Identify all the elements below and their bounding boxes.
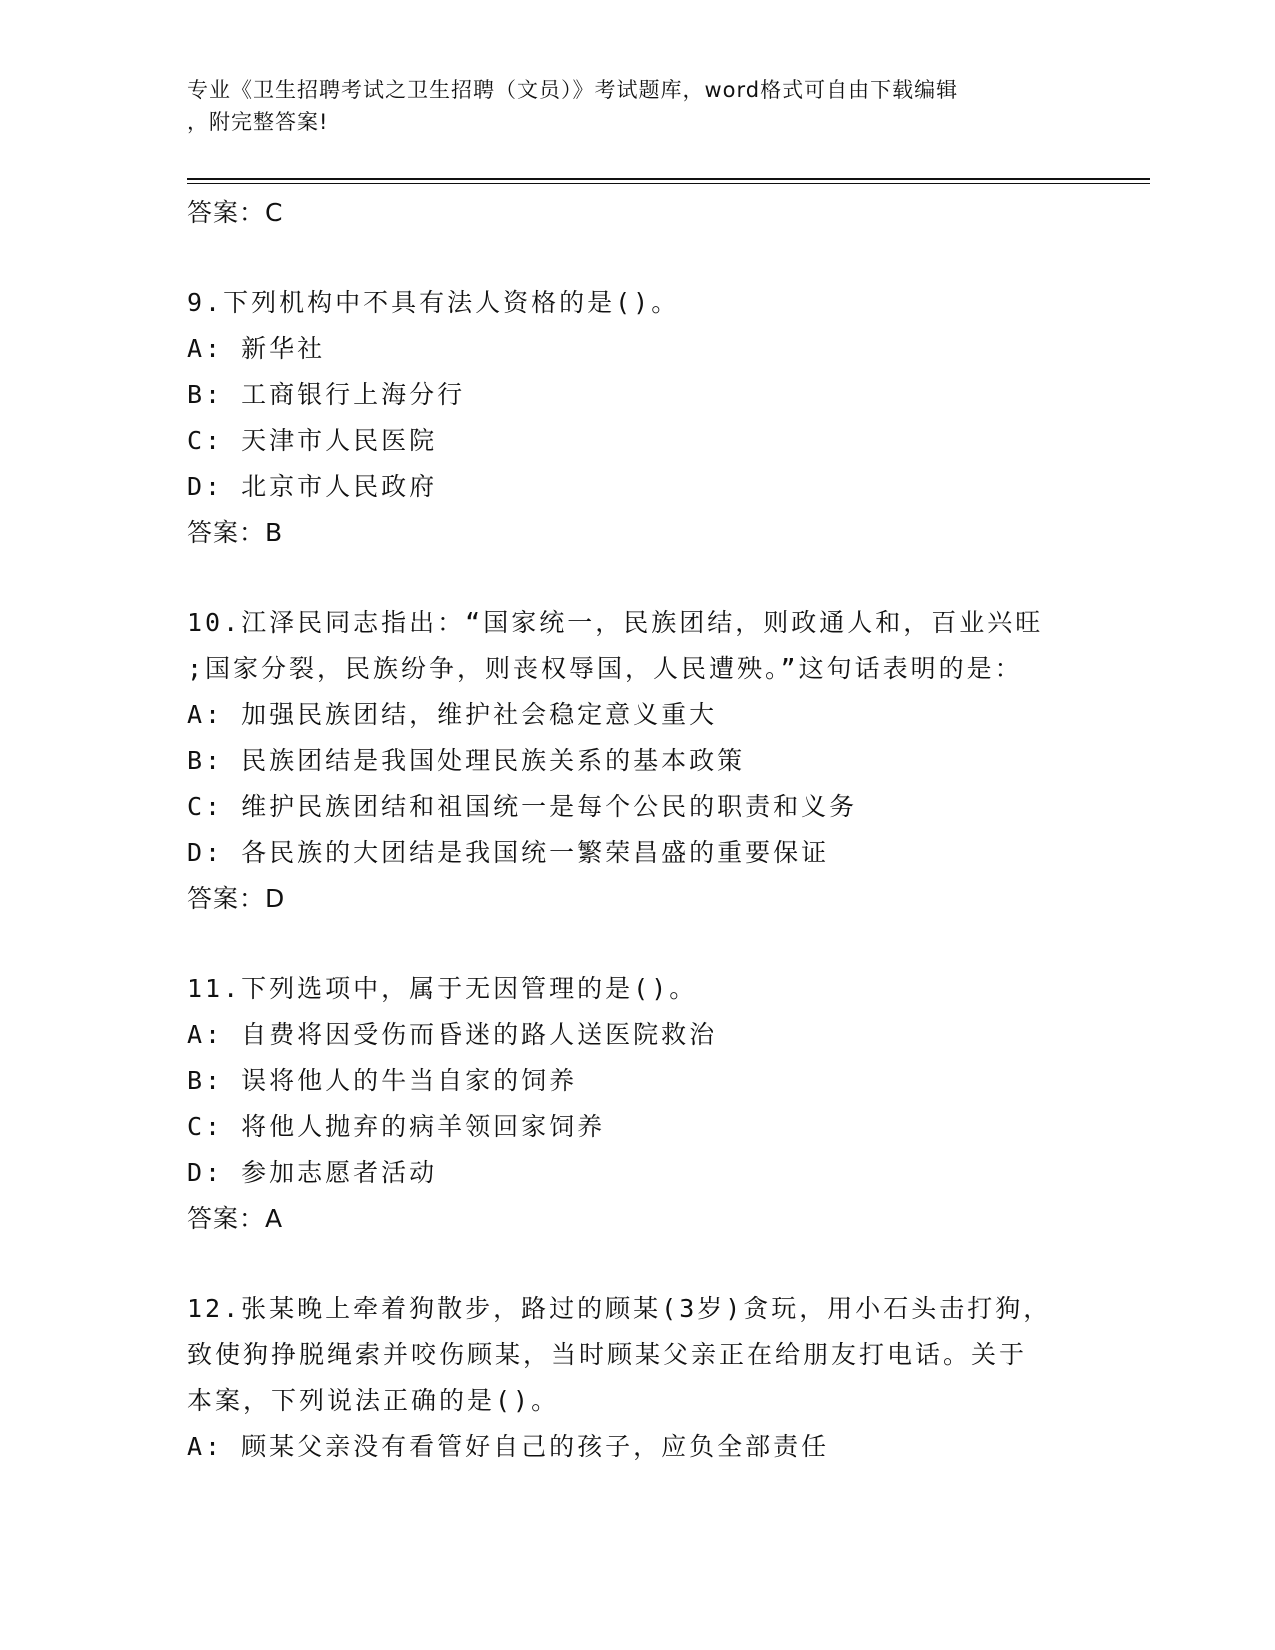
answer-line: 答案：D — [187, 884, 286, 913]
header-divider-thick — [187, 178, 1150, 180]
option-c: C: 维护民族团结和祖国统一是每个公民的职责和义务 — [187, 792, 858, 821]
answer-line: 答案：A — [187, 1204, 284, 1233]
option-c: C: 天津市人民医院 — [187, 426, 438, 455]
question-text: 11.下列选项中，属于无因管理的是()。 — [187, 974, 698, 1003]
header-divider-thin — [187, 183, 1150, 184]
option-a: A: 顾某父亲没有看管好自己的孩子，应负全部责任 — [187, 1432, 830, 1461]
option-d: D: 北京市人民政府 — [187, 472, 438, 501]
option-b: B: 误将他人的牛当自家的饲养 — [187, 1066, 578, 1095]
question-text: 本案，下列说法正确的是()。 — [187, 1386, 560, 1415]
option-d: D: 参加志愿者活动 — [187, 1158, 438, 1187]
option-d: D: 各民族的大团结是我国统一繁荣昌盛的重要保证 — [187, 838, 830, 867]
document-header — [187, 74, 1067, 138]
question-text: ;国家分裂，民族纷争，则丧权辱国，人民遭殃。”这句话表明的是： — [187, 654, 1023, 683]
spacer — [187, 1242, 1087, 1286]
question-10 — [187, 600, 1087, 922]
question-list — [187, 190, 1087, 1470]
option-b: B: 民族团结是我国处理民族关系的基本政策 — [187, 746, 746, 775]
question-11 — [187, 966, 1087, 1242]
question-text: 致使狗挣脱绳索并咬伤顾某，当时顾某父亲正在给朋友打电话。关于 — [187, 1340, 1028, 1369]
question-text: 9.下列机构中不具有法人资格的是()。 — [187, 288, 680, 317]
header-line-2: ，附完整答案! — [187, 110, 329, 134]
question-text: 10.江泽民同志指出：“国家统一，民族团结，则政通人和，百业兴旺 — [187, 608, 1044, 637]
spacer — [187, 556, 1087, 600]
header-line-1: 专业《卫生招聘考试之卫生招聘（文员）》考试题库，word格式可自由下载编辑 — [187, 78, 959, 102]
answer-line: 答案：B — [187, 518, 284, 547]
question-text: 12.张某晚上牵着狗散步，路过的顾某(3岁)贪玩，用小石头击打狗， — [187, 1294, 1052, 1323]
spacer — [187, 922, 1087, 966]
answer-line: 答案：C — [187, 198, 284, 227]
option-a: A: 自费将因受伤而昏迷的路人送医院救治 — [187, 1020, 718, 1049]
option-c: C: 将他人抛弃的病羊领回家饲养 — [187, 1112, 606, 1141]
option-b: B: 工商银行上海分行 — [187, 380, 466, 409]
option-a: A: 新华社 — [187, 334, 326, 363]
question-12 — [187, 1286, 1087, 1470]
option-a: A: 加强民族团结，维护社会稳定意义重大 — [187, 700, 718, 729]
question-9 — [187, 280, 1087, 556]
spacer — [187, 236, 1087, 280]
